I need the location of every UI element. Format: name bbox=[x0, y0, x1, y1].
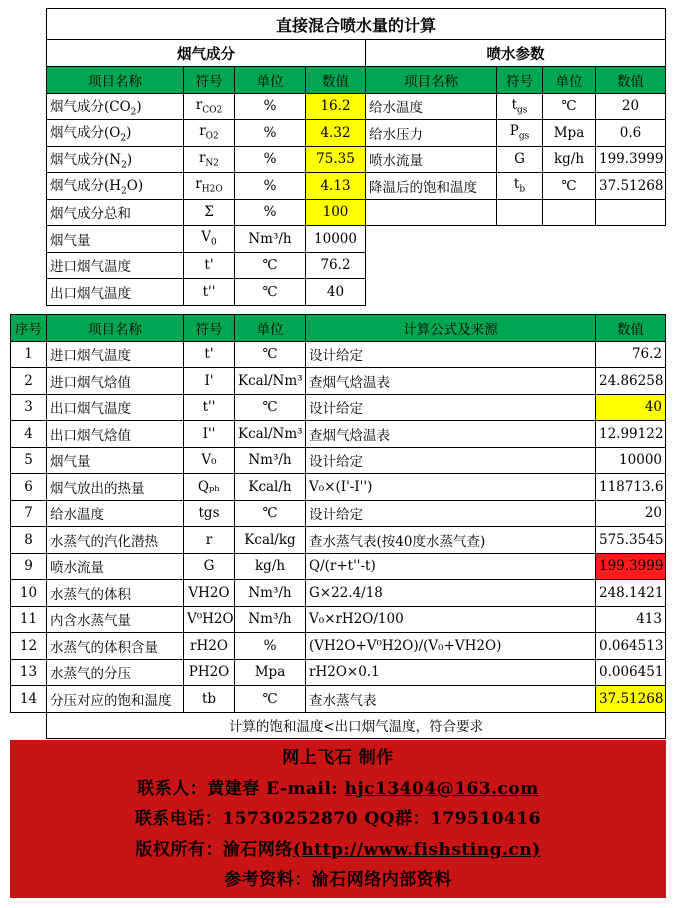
water-value-cell: 199.3999 bbox=[596, 146, 666, 173]
symbol-cell: $V_0$ bbox=[184, 226, 235, 253]
value-cell: 575.3545 bbox=[596, 527, 666, 554]
calc-row bbox=[11, 421, 666, 448]
symbol-cell: t'' bbox=[184, 279, 235, 306]
value-cell: 248.1421 bbox=[596, 580, 666, 607]
item-name-cell: 烟气量 bbox=[47, 226, 184, 253]
symbol-subscript: O2 bbox=[205, 132, 219, 143]
value-cell: 40 bbox=[596, 394, 666, 421]
calc-row bbox=[11, 633, 666, 660]
value-cell: 75.35 bbox=[306, 146, 366, 173]
col-header-name: 项目名称 bbox=[366, 67, 497, 94]
unit-cell: Nm³/h bbox=[235, 606, 306, 633]
unit-cell: ℃ bbox=[235, 341, 306, 368]
formula-cell: Q/(r+t''-t) bbox=[306, 553, 596, 580]
water-unit-cell: kg/h bbox=[543, 146, 596, 173]
calc-row bbox=[11, 500, 666, 527]
formula-cell: V₀×rH2O/100 bbox=[306, 606, 596, 633]
item-name-cell: 进口烟气焓值 bbox=[47, 368, 184, 395]
conclusion-text: 计算的饱和温度<出口烟气温度，符合要求 bbox=[47, 712, 666, 739]
col-header-name: 项目名称 bbox=[47, 67, 184, 94]
copyright-label: 版权所有：渝石网络 bbox=[135, 839, 293, 860]
water-value-cell: 37.51268 bbox=[596, 173, 666, 200]
formula-cell: V₀×(I'-I'') bbox=[306, 474, 596, 501]
water-name-cell: 降温后的饱和温度 bbox=[366, 173, 497, 200]
col-header-value: 数值 bbox=[306, 67, 366, 94]
calc-row bbox=[11, 686, 666, 713]
website-link[interactable]: (http://www.fishsting.cn) bbox=[292, 839, 541, 860]
item-name-cell: 出口烟气温度 bbox=[47, 394, 184, 421]
value-cell: 413 bbox=[596, 606, 666, 633]
formula-cell: 设计给定 bbox=[306, 341, 596, 368]
col-header-unit: 单位 bbox=[543, 67, 596, 94]
symbol-cell: r bbox=[184, 527, 235, 554]
symbol-cell: I' bbox=[184, 368, 235, 395]
water-unit-cell: Mpa bbox=[543, 120, 596, 147]
col-header-unit: 单位 bbox=[235, 67, 306, 94]
item-name-cell: 出口烟气温度 bbox=[47, 279, 184, 306]
item-name-cell: 水蒸气的汽化潜热 bbox=[47, 527, 184, 554]
col-header-symbol: 符号 bbox=[497, 67, 543, 94]
top-header-row bbox=[47, 67, 666, 94]
empty-cell bbox=[497, 199, 543, 226]
row-number: 3 bbox=[11, 394, 47, 421]
unit-cell: Kcal/Nm³ bbox=[235, 421, 306, 448]
value-cell: 24.86258 bbox=[596, 368, 666, 395]
flue-row bbox=[47, 279, 666, 306]
unit-cell: Nm³/h bbox=[235, 580, 306, 607]
item-name-cell: 烟气成分$(O_2)$ bbox=[47, 120, 184, 147]
unit-cell: % bbox=[235, 146, 306, 173]
calc-row bbox=[11, 580, 666, 607]
value-cell: 16.2 bbox=[306, 93, 366, 120]
unit-cell: % bbox=[235, 120, 306, 147]
name-subscript: 2 bbox=[120, 134, 127, 145]
symbol-cell: Qₚₕ bbox=[184, 474, 235, 501]
unit-cell: ℃ bbox=[235, 500, 306, 527]
symbol-subscript: CO2 bbox=[202, 105, 223, 116]
calc-row bbox=[11, 474, 666, 501]
row-number: 2 bbox=[11, 368, 47, 395]
formula-cell: 设计给定 bbox=[306, 500, 596, 527]
blank-cell bbox=[366, 279, 666, 306]
formula-cell: 查水蒸气表(按40度水蒸气查) bbox=[306, 527, 596, 554]
symbol-cell: G bbox=[184, 553, 235, 580]
email-link[interactable]: hjc13404@163.com bbox=[344, 778, 539, 799]
symbol-cell: $t_{gs}$ bbox=[497, 93, 543, 120]
blank-cell bbox=[366, 226, 666, 253]
formula-cell: (VH2O+V⁰H2O)/(V₀+VH2O) bbox=[306, 633, 596, 660]
water-name-cell: 喷水流量 bbox=[366, 146, 497, 173]
col-header-name: 项目名称 bbox=[47, 315, 184, 342]
col-header-symbol: 符号 bbox=[184, 67, 235, 94]
water-unit-cell: ℃ bbox=[543, 93, 596, 120]
row-number: 4 bbox=[11, 421, 47, 448]
formula-cell: 查烟气焓温表 bbox=[306, 421, 596, 448]
item-name-cell: 烟气成分$(H_2O)$ bbox=[47, 173, 184, 200]
symbol-cell: V₀ bbox=[184, 447, 235, 474]
water-name-cell: 给水温度 bbox=[366, 93, 497, 120]
symbol-subscript: b bbox=[519, 185, 526, 196]
item-name-cell: 出口烟气焓值 bbox=[47, 421, 184, 448]
item-name-cell: 烟气量 bbox=[47, 447, 184, 474]
empty-cell bbox=[366, 199, 497, 226]
value-cell: 10000 bbox=[596, 447, 666, 474]
credits-copyright bbox=[10, 835, 666, 866]
calc-row bbox=[11, 368, 666, 395]
value-cell: 12.99122 bbox=[596, 421, 666, 448]
col-header-value: 数值 bbox=[596, 315, 666, 342]
symbol-cell: tgs bbox=[184, 500, 235, 527]
contact-label: 联系人：黄建春 E-mail: bbox=[137, 778, 345, 799]
value-cell: 0.064513 bbox=[596, 633, 666, 660]
symbol-cell: $r_{O2}$ bbox=[184, 120, 235, 147]
item-name-cell: 喷水流量 bbox=[47, 553, 184, 580]
section-water-title: 喷水参数 bbox=[366, 40, 666, 67]
top-table bbox=[46, 8, 666, 306]
credits-contact bbox=[10, 774, 666, 805]
unit-cell: Kcal/kg bbox=[235, 527, 306, 554]
item-name-cell: 给水温度 bbox=[47, 500, 184, 527]
symbol-subscript: 0 bbox=[211, 238, 217, 249]
flue-row bbox=[47, 146, 666, 173]
symbol-cell: t' bbox=[184, 252, 235, 279]
item-name-cell: 烟气成分$(CO_2)$ bbox=[47, 93, 184, 120]
row-number: 1 bbox=[11, 341, 47, 368]
calc-row bbox=[11, 606, 666, 633]
unit-cell: % bbox=[235, 633, 306, 660]
water-name-cell: 给水压力 bbox=[366, 120, 497, 147]
empty-cell bbox=[543, 199, 596, 226]
unit-cell: Nm³/h bbox=[235, 226, 306, 253]
name-subscript: 2 bbox=[121, 160, 127, 171]
flue-row bbox=[47, 252, 666, 279]
item-name-cell: 水蒸气的分压 bbox=[47, 659, 184, 686]
value-cell: 0.006451 bbox=[596, 659, 666, 686]
calc-row bbox=[11, 553, 666, 580]
row-number: 5 bbox=[11, 447, 47, 474]
formula-cell: 设计给定 bbox=[306, 394, 596, 421]
calc-row bbox=[11, 659, 666, 686]
credits-banner bbox=[10, 740, 666, 898]
calc-row bbox=[11, 341, 666, 368]
water-value-cell: 20 bbox=[596, 93, 666, 120]
unit-cell: kg/h bbox=[235, 553, 306, 580]
calc-table-body bbox=[11, 341, 666, 712]
unit-cell: ℃ bbox=[235, 394, 306, 421]
item-name-cell: 水蒸气的体积含量 bbox=[47, 633, 184, 660]
unit-cell: % bbox=[235, 199, 306, 226]
calc-row bbox=[11, 527, 666, 554]
flue-row bbox=[47, 93, 666, 120]
row-number: 11 bbox=[11, 606, 47, 633]
symbol-cell: rH2O bbox=[184, 633, 235, 660]
calc-header-row bbox=[11, 315, 666, 342]
top-table-body bbox=[47, 93, 666, 305]
col-header-value: 数值 bbox=[596, 67, 666, 94]
unit-cell: ℃ bbox=[235, 252, 306, 279]
water-value-cell: 0.6 bbox=[596, 120, 666, 147]
section-flue-title: 烟气成分 bbox=[47, 40, 366, 67]
symbol-subscript: gs bbox=[518, 132, 530, 143]
col-header-formula: 计算公式及来源 bbox=[306, 315, 596, 342]
value-cell: 4.13 bbox=[306, 173, 366, 200]
symbol-cell: $r_{CO2}$ bbox=[184, 93, 235, 120]
row-number: 7 bbox=[11, 500, 47, 527]
name-subscript: 2 bbox=[121, 187, 127, 198]
unit-cell: Mpa bbox=[235, 659, 306, 686]
symbol-cell: $r_{H2O}$ bbox=[184, 173, 235, 200]
row-number: 12 bbox=[11, 633, 47, 660]
value-cell: 20 bbox=[596, 500, 666, 527]
row-number: 13 bbox=[11, 659, 47, 686]
symbol-cell: t' bbox=[184, 341, 235, 368]
value-cell: 37.51268 bbox=[596, 686, 666, 713]
value-cell: 4.32 bbox=[306, 120, 366, 147]
row-number: 10 bbox=[11, 580, 47, 607]
value-cell: 76.2 bbox=[306, 252, 366, 279]
calc-row bbox=[11, 394, 666, 421]
calc-table bbox=[10, 314, 666, 739]
formula-cell: 查烟气焓温表 bbox=[306, 368, 596, 395]
value-cell: 10000 bbox=[306, 226, 366, 253]
flue-row bbox=[47, 173, 666, 200]
unit-cell: % bbox=[235, 93, 306, 120]
value-cell: 40 bbox=[306, 279, 366, 306]
row-number: 6 bbox=[11, 474, 47, 501]
item-name-cell: 水蒸气的体积 bbox=[47, 580, 184, 607]
item-name-cell: 烟气成分总和 bbox=[47, 199, 184, 226]
water-unit-cell: ℃ bbox=[543, 173, 596, 200]
blank-cell bbox=[366, 252, 666, 279]
col-header-symbol: 符号 bbox=[184, 315, 235, 342]
row-number: 8 bbox=[11, 527, 47, 554]
flue-row bbox=[47, 199, 666, 226]
unit-cell: % bbox=[235, 173, 306, 200]
row-number: 14 bbox=[11, 686, 47, 713]
formula-cell: G×22.4/18 bbox=[306, 580, 596, 607]
symbol-cell: $r_{N2}$ bbox=[184, 146, 235, 173]
unit-cell: Nm³/h bbox=[235, 447, 306, 474]
credits-reference: 参考资料：渝石网络内部资料 bbox=[224, 870, 452, 890]
symbol-subscript: N2 bbox=[205, 158, 220, 169]
formula-cell: 设计给定 bbox=[306, 447, 596, 474]
unit-cell: ℃ bbox=[235, 686, 306, 713]
item-name-cell: 分压对应的饱和温度 bbox=[47, 686, 184, 713]
symbol-cell: tb bbox=[184, 686, 235, 713]
value-cell: 118713.6 bbox=[596, 474, 666, 501]
symbol-cell: Σ bbox=[184, 199, 235, 226]
item-name-cell: 烟气放出的热量 bbox=[47, 474, 184, 501]
col-header-unit: 单位 bbox=[235, 315, 306, 342]
symbol-cell: I'' bbox=[184, 421, 235, 448]
value-cell: 100 bbox=[306, 199, 366, 226]
item-name-cell: 进口烟气温度 bbox=[47, 252, 184, 279]
symbol-cell: G bbox=[497, 146, 543, 173]
item-name-cell: 内含水蒸气量 bbox=[47, 606, 184, 633]
symbol-cell: t'' bbox=[184, 394, 235, 421]
calc-row bbox=[11, 447, 666, 474]
item-name-cell: 烟气成分$(N_2)$ bbox=[47, 146, 184, 173]
credits-author: 网上飞石 制作 bbox=[282, 748, 394, 768]
unit-cell: ℃ bbox=[235, 279, 306, 306]
symbol-cell: V⁰H2O bbox=[184, 606, 235, 633]
formula-cell: rH2O×0.1 bbox=[306, 659, 596, 686]
item-name-cell: 进口烟气温度 bbox=[47, 341, 184, 368]
name-subscript: 2 bbox=[130, 107, 137, 118]
symbol-cell: VH2O bbox=[184, 580, 235, 607]
symbol-cell: $t_b$ bbox=[497, 173, 543, 200]
unit-cell: Kcal/h bbox=[235, 474, 306, 501]
row-number: 9 bbox=[11, 553, 47, 580]
value-cell: 76.2 bbox=[596, 341, 666, 368]
page-title: 直接混合喷水量的计算 bbox=[47, 9, 666, 40]
symbol-subscript: gs bbox=[517, 105, 528, 116]
symbol-cell: $P_{gs}$ bbox=[497, 120, 543, 147]
symbol-cell: PH2O bbox=[184, 659, 235, 686]
flue-row bbox=[47, 226, 666, 253]
col-header-no: 序号 bbox=[11, 315, 47, 342]
value-cell: 199.3999 bbox=[596, 553, 666, 580]
flue-row bbox=[47, 120, 666, 147]
formula-cell: 查水蒸气表 bbox=[306, 686, 596, 713]
empty-cell bbox=[596, 199, 666, 226]
symbol-subscript: H2O bbox=[201, 185, 223, 196]
unit-cell: Kcal/Nm³ bbox=[235, 368, 306, 395]
credits-phone: 联系电话：15730252870 QQ群：179510416 bbox=[134, 809, 542, 829]
